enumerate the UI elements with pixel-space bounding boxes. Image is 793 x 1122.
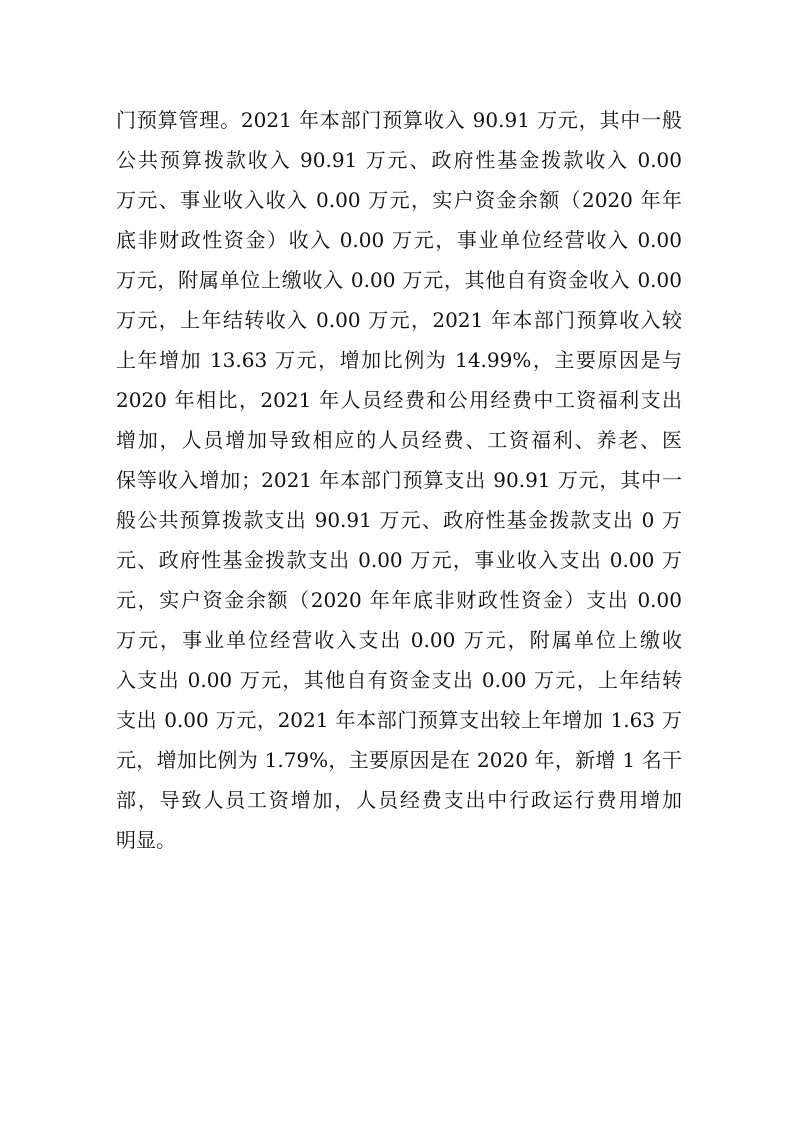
text-line: 元，增加比例为 1.79%，主要原因是在 2020 年，新增 1 名干 [116, 748, 682, 772]
body-paragraph [116, 100, 682, 860]
text-line: 元，实户资金余额（2020 年年底非财政性资金）支出 0.00 [116, 588, 682, 612]
text-line: 2020 年相比，2021 年人员经费和公用经费中工资福利支出 [116, 388, 682, 412]
text-line: 部，导致人员工资增加，人员经费支出中行政运行费用增加 [116, 788, 682, 812]
text-line: 底非财政性资金）收入 0.00 万元，事业单位经营收入 0.00 [116, 228, 682, 252]
text-line: 上年增加 13.63 万元，增加比例为 14.99%，主要原因是与 [116, 348, 682, 372]
text-line: 入支出 0.00 万元，其他自有资金支出 0.00 万元，上年结转 [116, 668, 682, 692]
text-line: 般公共预算拨款支出 90.91 万元、政府性基金拨款支出 0 万 [116, 508, 682, 532]
text-line: 万元，上年结转收入 0.00 万元，2021 年本部门预算收入较 [116, 308, 682, 332]
text-line: 明显。 [116, 828, 176, 852]
text-line: 支出 0.00 万元，2021 年本部门预算支出较上年增加 1.63 万 [116, 708, 682, 732]
text-line: 万元、事业收入收入 0.00 万元，实户资金余额（2020 年年 [116, 188, 682, 212]
text-line: 保等收入增加；2021 年本部门预算支出 90.91 万元，其中一 [116, 468, 682, 492]
text-line: 门预算管理。2021 年本部门预算收入 90.91 万元，其中一般 [116, 108, 682, 132]
text-line: 万元，事业单位经营收入支出 0.00 万元，附属单位上缴收 [116, 628, 682, 652]
text-line: 万元，附属单位上缴收入 0.00 万元，其他自有资金收入 0.00 [116, 268, 682, 292]
text-line: 元、政府性基金拨款支出 0.00 万元，事业收入支出 0.00 万 [116, 548, 682, 572]
text-line: 增加，人员增加导致相应的人员经费、工资福利、养老、医 [116, 428, 682, 452]
text-line: 公共预算拨款收入 90.91 万元、政府性基金拨款收入 0.00 [116, 148, 682, 172]
